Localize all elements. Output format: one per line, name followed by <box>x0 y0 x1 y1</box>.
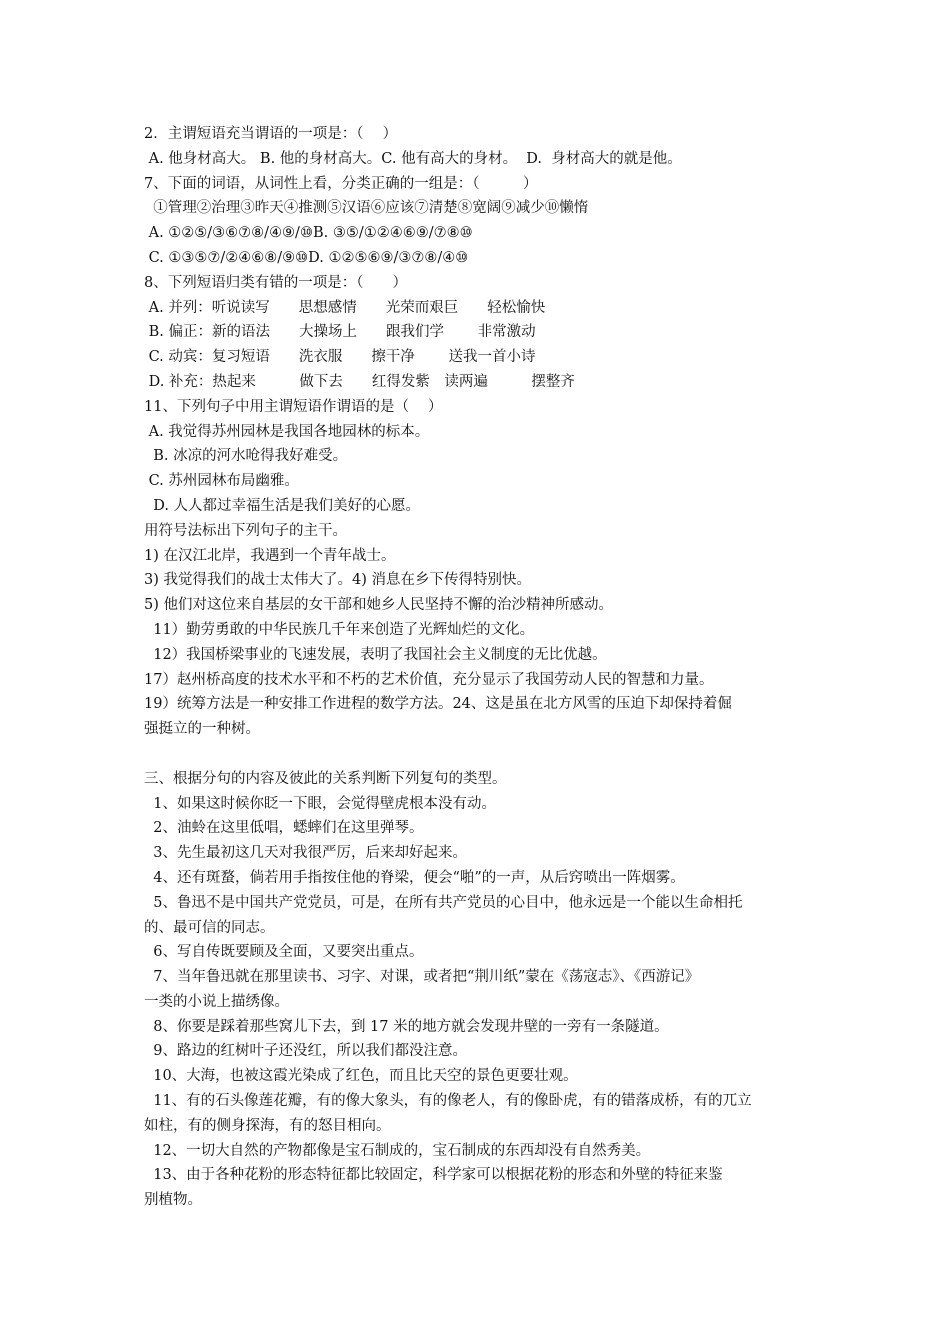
question-7-words: ①管理②治理③昨天④推测⑤汉语⑥应该⑦清楚⑧宽阔⑨减少⑩懒惰 <box>144 200 589 217</box>
question-8-option-d: D. 补充：热起来 做下去 红得发紫 读两遍 摆整齐 <box>144 373 575 390</box>
complex-sentence-item: 4、还有斑蝥，倘若用手指按住他的脊梁，便会“啪”的一声，从后窍喷出一阵烟雾。 <box>144 869 685 886</box>
question-2-stem: 2．主谓短语充当谓语的一项是：（ ） <box>144 126 398 142</box>
sentence-item: 19）统筹方法是一种安排工作进程的数学方法。24、这是虽在北方风雪的压迫下却保持着倔 <box>144 696 732 713</box>
question-8-option-a: A. 并列：听说读写 思想感情 光荣而艰巨 轻松愉快 <box>144 299 546 316</box>
complex-sentence-item: 5、鲁迅不是中国共产党党员，可是，在所有共产党员的心目中，他永远是一个能以生命相托 <box>144 894 743 911</box>
sentence-item-continued: 强挺立的一种树。 <box>144 721 260 738</box>
question-2-options: A. 他身材高大。 B. 他的身材高大。C. 他有高大的身材。 D. 身材高大的就是他。 <box>144 150 682 167</box>
complex-sentence-item: 2、油蛉在这里低唱，蟋蟀们在这里弹琴。 <box>144 820 424 837</box>
question-8-option-b: B. 偏正：新的语法 大操场上 跟我们学 非常激动 <box>144 324 536 341</box>
complex-sentence-item: 8、你要是踩着那些窝儿下去，到 17 米的地方就会发现井壁的一旁有一条隧道。 <box>144 1018 669 1035</box>
question-11-option-c: C. 苏州园林布局幽雅。 <box>144 473 299 490</box>
question-7-options-ab: A. ①②⑤/③⑥⑦⑧/④⑨/⑩B. ③⑤/①②④⑥⑨/⑦⑧⑩ <box>144 225 473 242</box>
blank-line <box>144 742 824 767</box>
complex-sentence-item-continued: 别植物。 <box>144 1192 202 1209</box>
question-7-options-cd: C. ①③⑤⑦/②④⑥⑧/⑨⑩D. ①②⑤⑥⑨/③⑦⑧/④⑩ <box>144 249 469 266</box>
sentence-item: 17）赵州桥高度的技术水平和不朽的艺术价值，充分显示了我国劳动人民的智慧和力量。 <box>144 671 714 688</box>
complex-sentence-item: 6、写自传既要顾及全面，又要突出重点。 <box>144 944 424 961</box>
complex-sentence-item: 3、先生最初这几天对我很严厉，后来却好起来。 <box>144 845 467 862</box>
question-11-stem: 11、下列句子中用主谓短语作谓语的是（ ） <box>144 398 443 415</box>
sentence-item: 12）我国桥梁事业的飞速发展，表明了我国社会主义制度的无比优越。 <box>144 646 607 663</box>
complex-sentence-item: 10、大海，也被这霞光染成了红色，而且比天空的景色更要壮观。 <box>144 1068 578 1085</box>
complex-sentence-item: 9、路边的红树叶子还没红，所以我们都没注意。 <box>144 1043 467 1060</box>
question-11-option-d: D. 人人都过幸福生活是我们美好的心愿。 <box>144 497 421 514</box>
question-11-option-a: A. 我觉得苏州园林是我国各地园林的标本。 <box>144 423 430 440</box>
question-11-option-b: B. 冰凉的河水呛得我好难受。 <box>144 448 348 465</box>
question-8-stem: 8、下列短语归类有错的一项是：（ ） <box>144 274 407 291</box>
complex-sentence-item: 13、由于各种花粉的形态特征都比较固定，科学家可以根据花粉的形态和外壁的特征来鉴 <box>144 1167 723 1184</box>
complex-sentence-item: 11、有的石头像莲花瓣，有的像大象头，有的像老人，有的像卧虎，有的错落成桥，有的兀立 <box>144 1093 752 1110</box>
question-8-option-c: C. 动宾：复习短语 洗衣服 擦干净 送我一首小诗 <box>144 349 536 366</box>
complex-sentence-item: 1、如果这时候你眨一下眼，会觉得壁虎根本没有动。 <box>144 795 496 812</box>
document-body <box>144 122 824 1213</box>
complex-sentence-item: 12、一切大自然的产物都像是宝石制成的，宝石制成的东西却没有自然秀美。 <box>144 1142 651 1159</box>
sentence-item: 1) 在汉江北岸，我遇到一个青年战士。 <box>144 547 396 564</box>
sentence-item: 11）勤劳勇敢的中华民族几千年来创造了光辉灿烂的文化。 <box>144 621 535 638</box>
sentence-item: 3) 我觉得我们的战士太伟大了。4) 消息在乡下传得特别快。 <box>144 572 531 589</box>
section-instruction-trunk: 用符号法标出下列句子的主干。 <box>144 522 347 539</box>
section-3-heading: 三、根据分句的内容及彼此的关系判断下列复句的类型。 <box>144 770 507 787</box>
complex-sentence-item-continued: 如柱，有的侧身探海，有的怒目相向。 <box>144 1117 391 1134</box>
complex-sentence-item: 7、当年鲁迅就在那里读书、习字、对课，或者把“荆川纸”蒙在《荡寇志》、《西游记》 <box>144 969 700 986</box>
complex-sentence-item-continued: 的、最可信的同志。 <box>144 919 275 936</box>
complex-sentence-item-continued: 一类的小说上描绣像。 <box>144 993 289 1010</box>
question-7-stem: 7、下面的词语，从词性上看，分类正确的一组是：（ ） <box>144 175 538 192</box>
sentence-item: 5) 他们对这位来自基层的女干部和她乡人民坚持不懈的治沙精神所感动。 <box>144 597 613 614</box>
